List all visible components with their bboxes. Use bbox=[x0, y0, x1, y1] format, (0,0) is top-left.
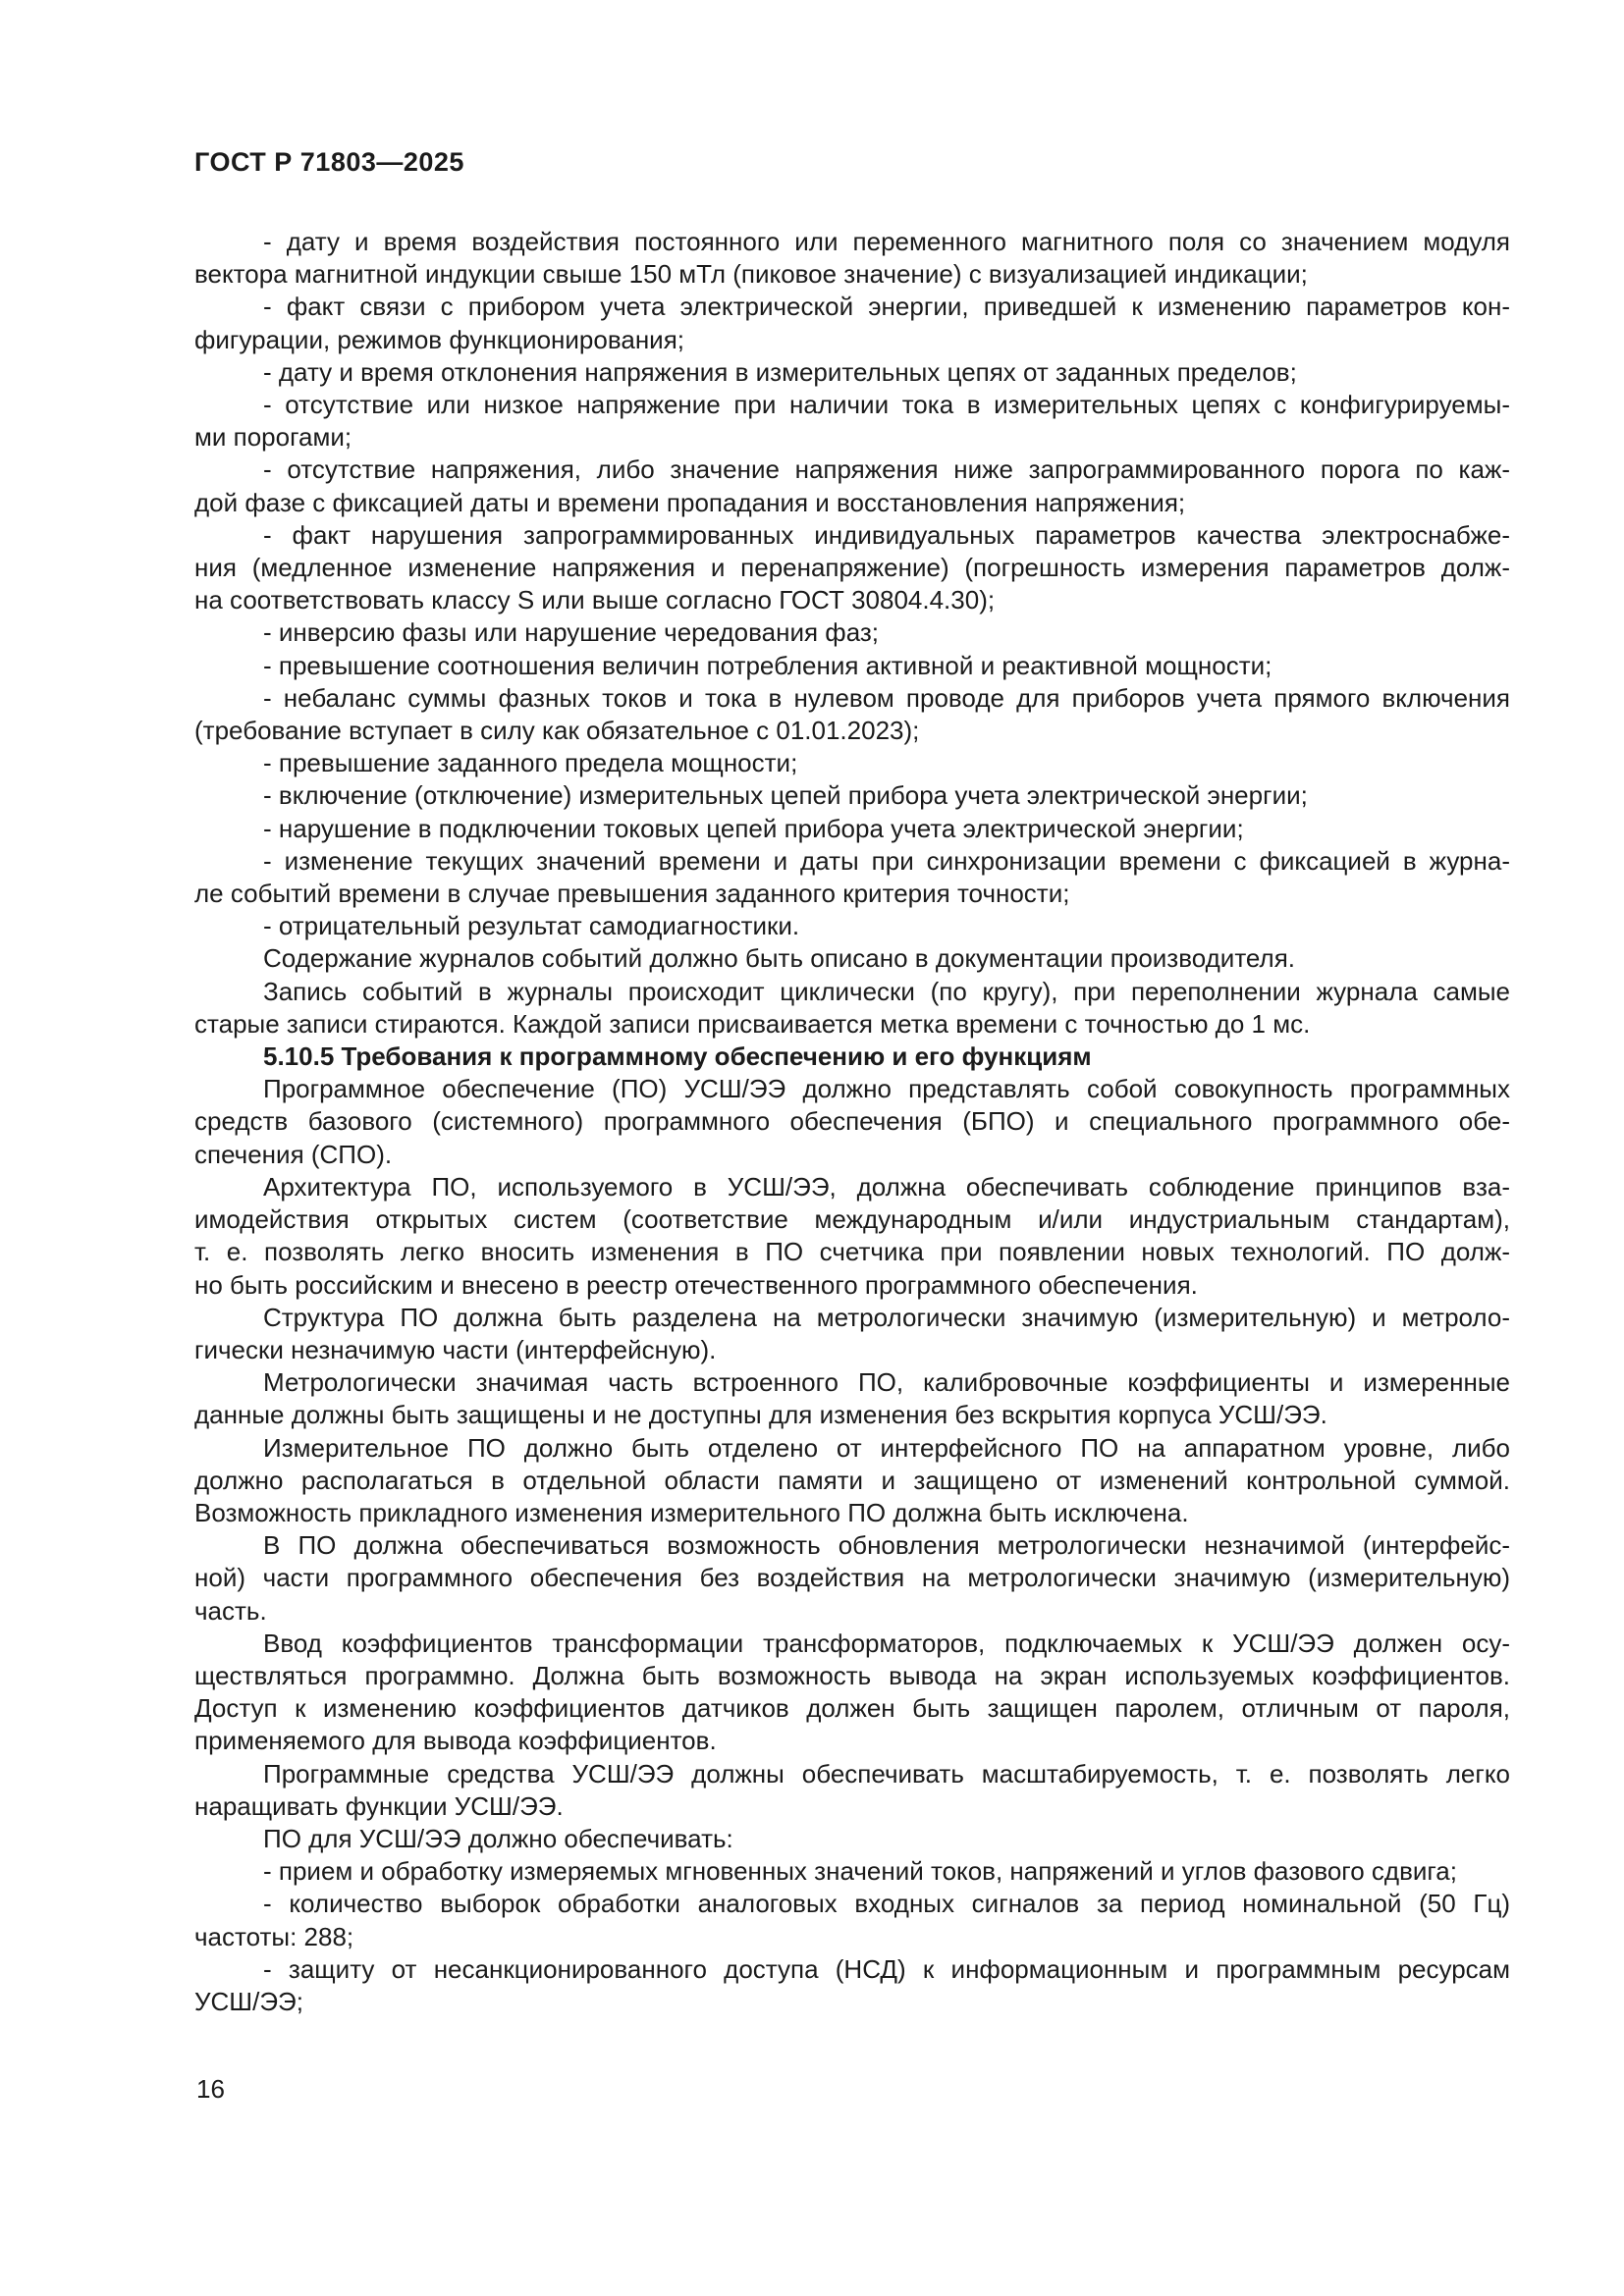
text-line: Доступ к изменению коэффициентов датчиков должен быть защищен паролем, отличным от пароля, bbox=[194, 1693, 1510, 1724]
paragraph bbox=[194, 454, 1510, 518]
text-line: наращивать функции УСШ/ЭЭ. bbox=[194, 1790, 564, 1821]
text-line: Программные средства УСШ/ЭЭ должны обеспечивать масштабируемость, т. е. позволять легко bbox=[263, 1758, 1510, 1789]
paragraph bbox=[194, 747, 1510, 779]
text-line: - факт связи с прибором учета электрической энергии, приведшей к изменению параметров кон- bbox=[263, 292, 1510, 322]
text-line: часть. bbox=[194, 1595, 267, 1626]
paragraph bbox=[194, 389, 1510, 454]
text-line: фигурации, режимов функционирования; bbox=[194, 324, 685, 354]
text-line: - дату и время воздействия постоянного или переменного магнитного поля со значением модуля bbox=[263, 227, 1510, 256]
text-line: - включение (отключение) измерительных цепей прибора учета электрической энергии; bbox=[263, 780, 1308, 811]
paragraph bbox=[194, 1366, 1510, 1431]
text-line: - прием и обработку измеряемых мгновенных значений токов, напряжений и углов фазового сдвига; bbox=[263, 1856, 1457, 1887]
text-line: - изменение текущих значений времени и даты при синхронизации времени с фиксацией в журна- bbox=[263, 845, 1510, 876]
paragraph bbox=[194, 942, 1510, 975]
paragraph bbox=[194, 1628, 1510, 1758]
text-line: - небаланс суммы фазных токов и тока в нулевом проводе для приборов учета прямого включения bbox=[263, 682, 1510, 713]
paragraph bbox=[194, 616, 1510, 649]
paragraph bbox=[194, 356, 1510, 389]
text-line: спечения (СПО). bbox=[194, 1139, 393, 1169]
text-line: - отсутствие или низкое напряжение при наличии тока в измерительных цепях с конфигурируемы- bbox=[263, 390, 1510, 420]
text-line: средств базового (системного) программного обеспечения (БПО) и специального программного обе- bbox=[194, 1106, 1510, 1137]
text-line: ПО для УСШ/ЭЭ должно обеспечивать: bbox=[263, 1823, 733, 1853]
text-line: Содержание журналов событий должно быть описано в документации производителя. bbox=[263, 943, 1296, 974]
paragraph bbox=[194, 682, 1510, 747]
text-line: - дату и время отклонения напряжения в измерительных цепях от заданных пределов; bbox=[263, 356, 1297, 387]
paragraph bbox=[194, 1888, 1510, 1952]
paragraph bbox=[194, 1529, 1510, 1628]
text-line: ществляться программно. Должна быть возможность вывода на экран используемых коэффициентов. bbox=[194, 1660, 1510, 1690]
document-body bbox=[194, 226, 1510, 2018]
text-line: - нарушение в подключении токовых цепей прибора учета электрической энергии; bbox=[263, 813, 1244, 843]
text-line: Возможность прикладного изменения измерительного ПО должна быть исключена. bbox=[194, 1497, 1189, 1527]
text-line: должно располагаться в отдельной области памяти и защищено от изменений контрольной суммой. bbox=[194, 1465, 1510, 1495]
paragraph bbox=[194, 1073, 1510, 1171]
text-line: Структура ПО должна быть разделена на метрологически значимую (измерительную) и метроло- bbox=[263, 1302, 1510, 1332]
section-heading bbox=[194, 1041, 1510, 1073]
text-line: ной) части программного обеспечения без воздействия на метрологически значимую (измерительную) bbox=[194, 1563, 1510, 1593]
text-line: дой фазе с фиксацией даты и времени пропадания и восстановления напряжения; bbox=[194, 487, 1186, 517]
text-line: Программное обеспечение (ПО) УСШ/ЭЭ должно представлять собой совокупность программных bbox=[263, 1074, 1510, 1104]
text-line: частоты: 288; bbox=[194, 1921, 354, 1951]
text-line: Архитектура ПО, используемого в УСШ/ЭЭ, должна обеспечивать соблюдение принципов вза- bbox=[263, 1171, 1510, 1201]
text-line: - инверсию фазы или нарушение чередования фаз; bbox=[263, 617, 880, 648]
text-line: ми порогами; bbox=[194, 422, 352, 453]
text-line: (требование вступает в силу как обязательное с 01.01.2023); bbox=[194, 716, 920, 746]
text-line: но быть российским и внесено в реестр отечественного программного обеспечения. bbox=[194, 1269, 1198, 1300]
text-line: гически незначимую части (интерфейсную). bbox=[194, 1334, 717, 1364]
text-line: т. е. позволять легко вносить изменения в ПО счетчика при появлении новых технологий. ПО долж- bbox=[194, 1237, 1510, 1267]
text-line: - количество выборок обработки аналоговых входных сигналов за период номинальной (50 Гц) bbox=[263, 1889, 1510, 1919]
text-line: - защиту от несанкционированного доступа (НСД) к информационным и программным ресурсам bbox=[263, 1953, 1510, 1984]
text-line: УСШ/ЭЭ; bbox=[194, 1986, 303, 2016]
page-number: 16 bbox=[196, 2074, 225, 2104]
text-line: ния (медленное изменение напряжения и перенапряжение) (погрешность измерения параметров долж- bbox=[194, 553, 1510, 583]
text-line: ле событий времени в случае превышения заданного критерия точности; bbox=[194, 879, 1070, 909]
paragraph bbox=[194, 910, 1510, 942]
paragraph bbox=[194, 1758, 1510, 1823]
text-line: имодействия открытых систем (соответствие международным и/или индустриальным стандартам), bbox=[194, 1204, 1510, 1235]
text-line: - отрицательный результат самодиагностики. bbox=[263, 911, 800, 941]
paragraph bbox=[194, 1855, 1510, 1888]
text-line: - факт нарушения запрограммированных индивидуальных параметров качества электроснабже- bbox=[263, 519, 1510, 550]
paragraph bbox=[194, 1302, 1510, 1366]
paragraph bbox=[194, 1171, 1510, 1302]
paragraph bbox=[194, 1953, 1510, 2018]
paragraph bbox=[194, 813, 1510, 845]
text-line: старые записи стираются. Каждой записи присваивается метка времени с точностью до 1 мс. bbox=[194, 1008, 1311, 1039]
text-line: применяемого для вывода коэффициентов. bbox=[194, 1726, 717, 1756]
text-line: - отсутствие напряжения, либо значение напряжения ниже запрограммированного порога по каж- bbox=[263, 454, 1510, 485]
paragraph bbox=[194, 519, 1510, 617]
paragraph bbox=[194, 845, 1510, 910]
text-line: Измерительное ПО должно быть отделено от интерфейсного ПО на аппаратном уровне, либо bbox=[263, 1432, 1510, 1463]
text-line: данные должны быть защищены и не доступны для изменения без вскрытия корпуса УСШ/ЭЭ. bbox=[194, 1400, 1327, 1430]
paragraph bbox=[194, 1823, 1510, 1855]
paragraph bbox=[194, 650, 1510, 682]
text-line: 5.10.5 Требования к программному обеспечению и его функциям bbox=[263, 1041, 1092, 1072]
text-line: - превышение соотношения величин потребления активной и реактивной мощности; bbox=[263, 650, 1272, 680]
text-line: Запись событий в журналы происходит циклически (по кругу), при переполнении журнала самые bbox=[263, 976, 1510, 1006]
paragraph bbox=[194, 226, 1510, 291]
text-line: - превышение заданного предела мощности; bbox=[263, 748, 798, 778]
paragraph bbox=[194, 1432, 1510, 1530]
paragraph bbox=[194, 291, 1510, 355]
text-line: вектора магнитной индукции свыше 150 мТл (пиковое значение) с визуализацией индикации; bbox=[194, 259, 1308, 290]
paragraph bbox=[194, 779, 1510, 812]
paragraph bbox=[194, 976, 1510, 1041]
text-line: В ПО должна обеспечиваться возможность обновления метрологически незначимой (интерфейс- bbox=[263, 1530, 1510, 1561]
document-header: ГОСТ Р 71803—2025 bbox=[194, 147, 464, 177]
text-line: Ввод коэффициентов трансформации трансформаторов, подключаемых к УСШ/ЭЭ должен осу- bbox=[263, 1628, 1510, 1658]
text-line: Метрологически значимая часть встроенного ПО, калибровочные коэффициенты и измеренные bbox=[263, 1367, 1510, 1398]
text-line: на соответствовать классу S или выше согласно ГОСТ 30804.4.30); bbox=[194, 585, 996, 615]
